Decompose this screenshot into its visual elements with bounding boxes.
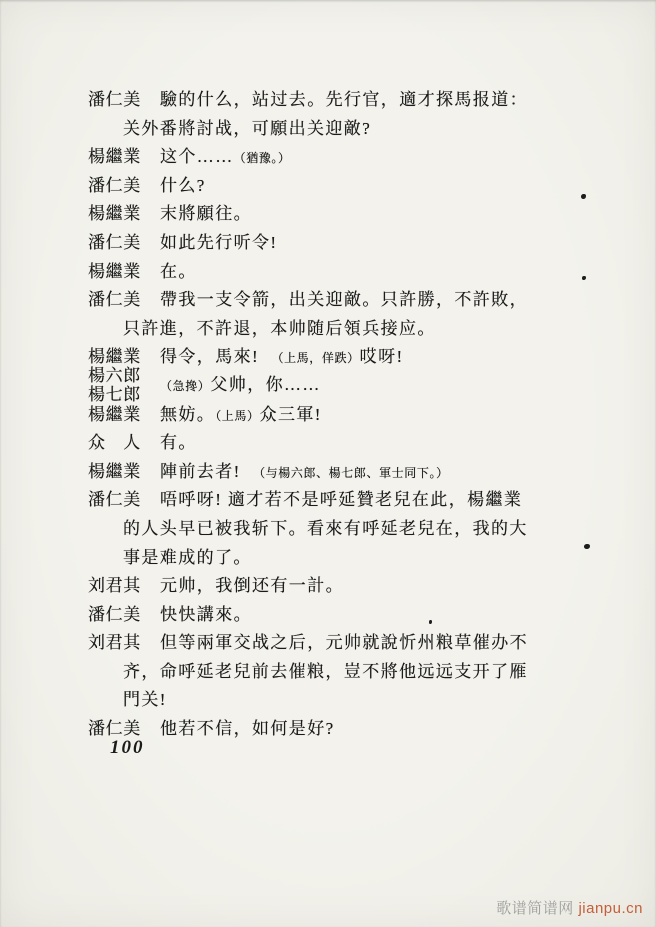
script-line xyxy=(0,572,656,601)
dialogue-text: 但等兩軍交战之后，元帅就說忻州粮草催办不 xyxy=(160,633,528,653)
script-line xyxy=(0,86,656,115)
script-line xyxy=(0,629,656,658)
speech-text xyxy=(160,633,528,652)
dialogue-text: 驗的什么，站过去。先行官，適才探馬报道： xyxy=(160,90,528,109)
speech-text xyxy=(160,233,277,252)
stage-direction: （猶豫。） xyxy=(233,151,291,166)
speaker-name: 潘仁美 xyxy=(88,490,141,510)
dialogue-text: 的人头早已被我斩下。看來有呼延老兒在，我的大 xyxy=(123,518,528,538)
stage-direction: （与楊六郎、楊七郎、軍士同下。） xyxy=(259,465,449,480)
speech-text xyxy=(160,262,197,281)
speech-text xyxy=(160,147,291,166)
stage-direction: （上馬，佯跌） xyxy=(277,351,360,366)
script-line xyxy=(0,143,656,172)
speech-text xyxy=(123,119,371,138)
dialogue-text: 父帅，你…… xyxy=(210,375,321,395)
script-line xyxy=(0,686,656,715)
script-line xyxy=(0,601,656,630)
dialogue-text: 有。 xyxy=(160,433,197,453)
script-line xyxy=(0,544,656,573)
script-line xyxy=(0,429,656,458)
speaker-name: 楊繼業 xyxy=(88,404,141,424)
speech-text xyxy=(160,204,252,223)
stage-direction: （上馬） xyxy=(215,408,260,423)
dialogue-text: 哎呀! xyxy=(359,347,404,367)
watermark-site-name: 歌谱简谱网 xyxy=(496,900,574,917)
speech-text xyxy=(160,576,344,595)
dialogue-text: 快快講來。 xyxy=(160,604,252,624)
speaker-name: 楊繼業 xyxy=(88,147,141,167)
dialogue-text: 众三軍! xyxy=(259,404,322,424)
script-line xyxy=(0,715,656,744)
script-line xyxy=(0,458,656,487)
speaker-name: 潘仁美 xyxy=(88,290,141,310)
speaker-name: 刘君其 xyxy=(88,633,141,653)
speaker-name: 潘仁美 xyxy=(88,232,141,252)
watermark xyxy=(496,897,643,918)
speaker-name: 潘仁美 xyxy=(88,604,141,624)
dialogue-text: 只許進，不許退，本帅随后領兵接应。 xyxy=(123,318,436,338)
script-line xyxy=(0,365,656,405)
dialogue-text: 陣前去者! xyxy=(160,461,260,481)
speech-text xyxy=(160,433,197,452)
speech-text xyxy=(160,490,522,509)
dialogue-text: 什么? xyxy=(160,175,206,195)
dialogue-text: 在。 xyxy=(160,261,197,281)
script-line xyxy=(0,258,656,287)
script-line xyxy=(0,200,656,229)
dialogue-text: 門关! xyxy=(123,690,167,710)
speaker-name: 潘仁美 xyxy=(88,175,141,195)
speaker-name: 楊七郎 xyxy=(88,385,141,405)
dialogue-text: 得令，馬來! xyxy=(160,347,278,367)
dialogue-text: 如此先行听令! xyxy=(160,232,278,252)
speech-text xyxy=(160,371,321,401)
script-line xyxy=(0,286,656,315)
speech-text xyxy=(160,290,528,309)
dialogue-text: 这个…… xyxy=(160,147,234,167)
speaker-name-stack xyxy=(88,366,160,405)
script-line xyxy=(0,486,656,515)
speech-text xyxy=(160,605,252,624)
speech-text xyxy=(123,519,528,538)
speech-text xyxy=(123,690,167,709)
speech-text xyxy=(160,176,206,195)
speaker-name: 刘君其 xyxy=(88,576,141,596)
speaker-name: 楊繼業 xyxy=(88,204,141,224)
dialogue-text: 唔呼呀! 適才若不是呼延贊老兒在此，楊繼業 xyxy=(160,490,523,510)
dialogue-text: 事是难成的了。 xyxy=(123,547,252,567)
speech-text xyxy=(123,548,252,567)
speech-text xyxy=(160,347,404,366)
dialogue-text: 关外番將討战，可願出关迎敵? xyxy=(123,118,372,138)
watermark-site-url: jianpu.cn xyxy=(578,900,643,917)
script-line xyxy=(0,658,656,687)
script-line xyxy=(0,172,656,201)
speech-text xyxy=(160,405,322,424)
speaker-name: 楊六郎 xyxy=(88,365,141,385)
speech-text xyxy=(160,462,449,481)
script-line xyxy=(0,515,656,544)
stage-direction: （急搀） xyxy=(160,379,211,394)
script-line xyxy=(0,315,656,344)
speaker-name: 楊繼業 xyxy=(88,347,141,367)
speech-text xyxy=(160,90,528,109)
script-text-block xyxy=(0,86,656,744)
script-line xyxy=(0,229,656,258)
speech-text xyxy=(160,719,335,738)
speaker-name: 楊繼業 xyxy=(88,261,141,281)
speaker-name: 潘仁美 xyxy=(88,719,141,739)
dialogue-text: 無妨。 xyxy=(160,404,216,424)
dialogue-text: 他若不信，如何是好? xyxy=(160,719,335,739)
dialogue-text: 齐，命呼延老兒前去催粮，豈不將他远远支开了雁 xyxy=(123,661,528,681)
dialogue-text: 帶我一支令箭，出关迎敵。只許勝，不許敗， xyxy=(160,290,528,310)
speech-text xyxy=(123,662,528,681)
speaker-name: 楊繼業 xyxy=(88,461,141,481)
dialogue-text: 末將願往。 xyxy=(160,204,252,224)
speaker-name: 众 人 xyxy=(88,433,141,453)
speaker-name: 潘仁美 xyxy=(88,90,141,109)
speech-text xyxy=(123,319,436,338)
dialogue-text: 元帅，我倒还有一計。 xyxy=(160,576,344,596)
script-line xyxy=(0,115,656,144)
page-number: 100 xyxy=(110,737,145,758)
